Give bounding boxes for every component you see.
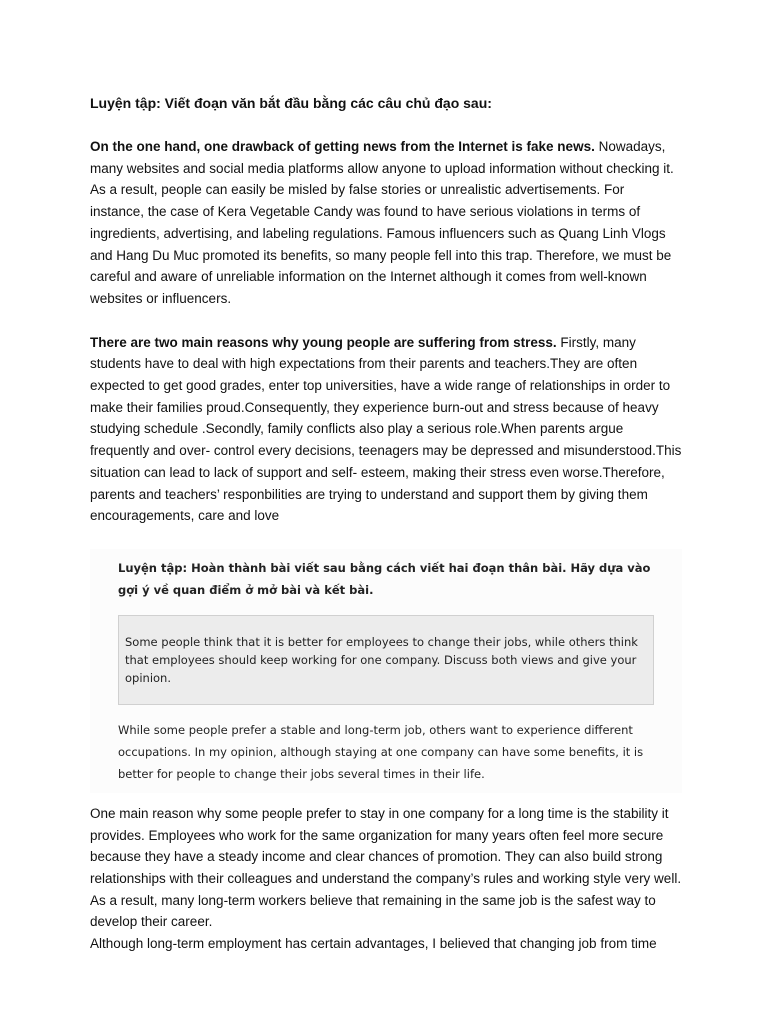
topic-sentence-fake-news: On the one hand, one drawback of getting news from the Internet is fake news. bbox=[90, 139, 595, 154]
paragraph-stability: One main reason why some people prefer to stay in one company for a long time is the stability it provides. Employees who work for the same organization for many years often feel more secure because they have a steady income and clear chances of promotion. They can also build strong relationships with their colleagues and understand the company’s rules and working style very well. As a result, many long-term workers believe that remaining in the same job is the safest way to develop their career. bbox=[90, 805, 682, 930]
body-fake-news: Nowadays, many websites and social media platforms allow anyone to upload information without checking it. As a result, people can easily be misled by false stories or unrealistic advertisements. For instance, the case of Kera Vegetable Candy was found to have serious violations in terms of ingredients, advertising, and labeling regulations. Famous influencers such as Quang Linh Vlogs and Hang Du Muc promoted its benefits, so many people fell into this trap. Therefore, we must be careful and aware of unreliable information on the Internet although it comes from well-known websites or influencers. bbox=[90, 139, 674, 306]
embedded-question-box: Some people think that it is better for employees to change their jobs, while others think that employees should keep working for one company. Discuss both views and give your opinion. bbox=[118, 615, 654, 705]
exercise-title: Luyện tập: Viết đoạn văn bắt đầu bằng các câu chủ đạo sau: bbox=[90, 95, 492, 111]
paragraph-changing-jobs: Although long-term employment has certain advantages, I believed that changing job from time bbox=[90, 936, 657, 952]
body-stress: Firstly, many students have to deal with high expectations from their parents and teachers.They are often expected to get good grades, enter top universities, have a wide range of relationships in order to make their families proud.Consequently, they experience burn-out and stress because of heavy studying schedule .Secondly, family conflicts also play a serious role.When parents argue frequently and over- control every decisions, teenagers may be depressed and misunderstood.This situation can lead to lack of support and self- esteem, making their stress even worse.Therefore, parents and teachers’ responbilities are trying to understand and support them by giving them encouragements, care and love bbox=[90, 334, 682, 524]
embedded-task-text: Luyện tập: Hoàn thành bài viết sau bằng cách viết hai đoạn thân bài. Hãy dựa vào gợi ý về quan điểm ở mở bài và kết bài. bbox=[118, 560, 651, 597]
paragraph-stress bbox=[90, 332, 682, 527]
embedded-intro-text: While some people prefer a stable and long-term job, others want to experience different occupations. In my opinion, although staying at one company can have some benefits, it is better for people to change their jobs several times in their life. bbox=[118, 722, 644, 781]
paragraph-fake-news bbox=[90, 136, 682, 310]
embedded-exercise-image bbox=[90, 549, 682, 793]
topic-sentence-stress: There are two main reasons why young people are suffering from stress. bbox=[90, 334, 557, 350]
document-page bbox=[90, 92, 682, 955]
